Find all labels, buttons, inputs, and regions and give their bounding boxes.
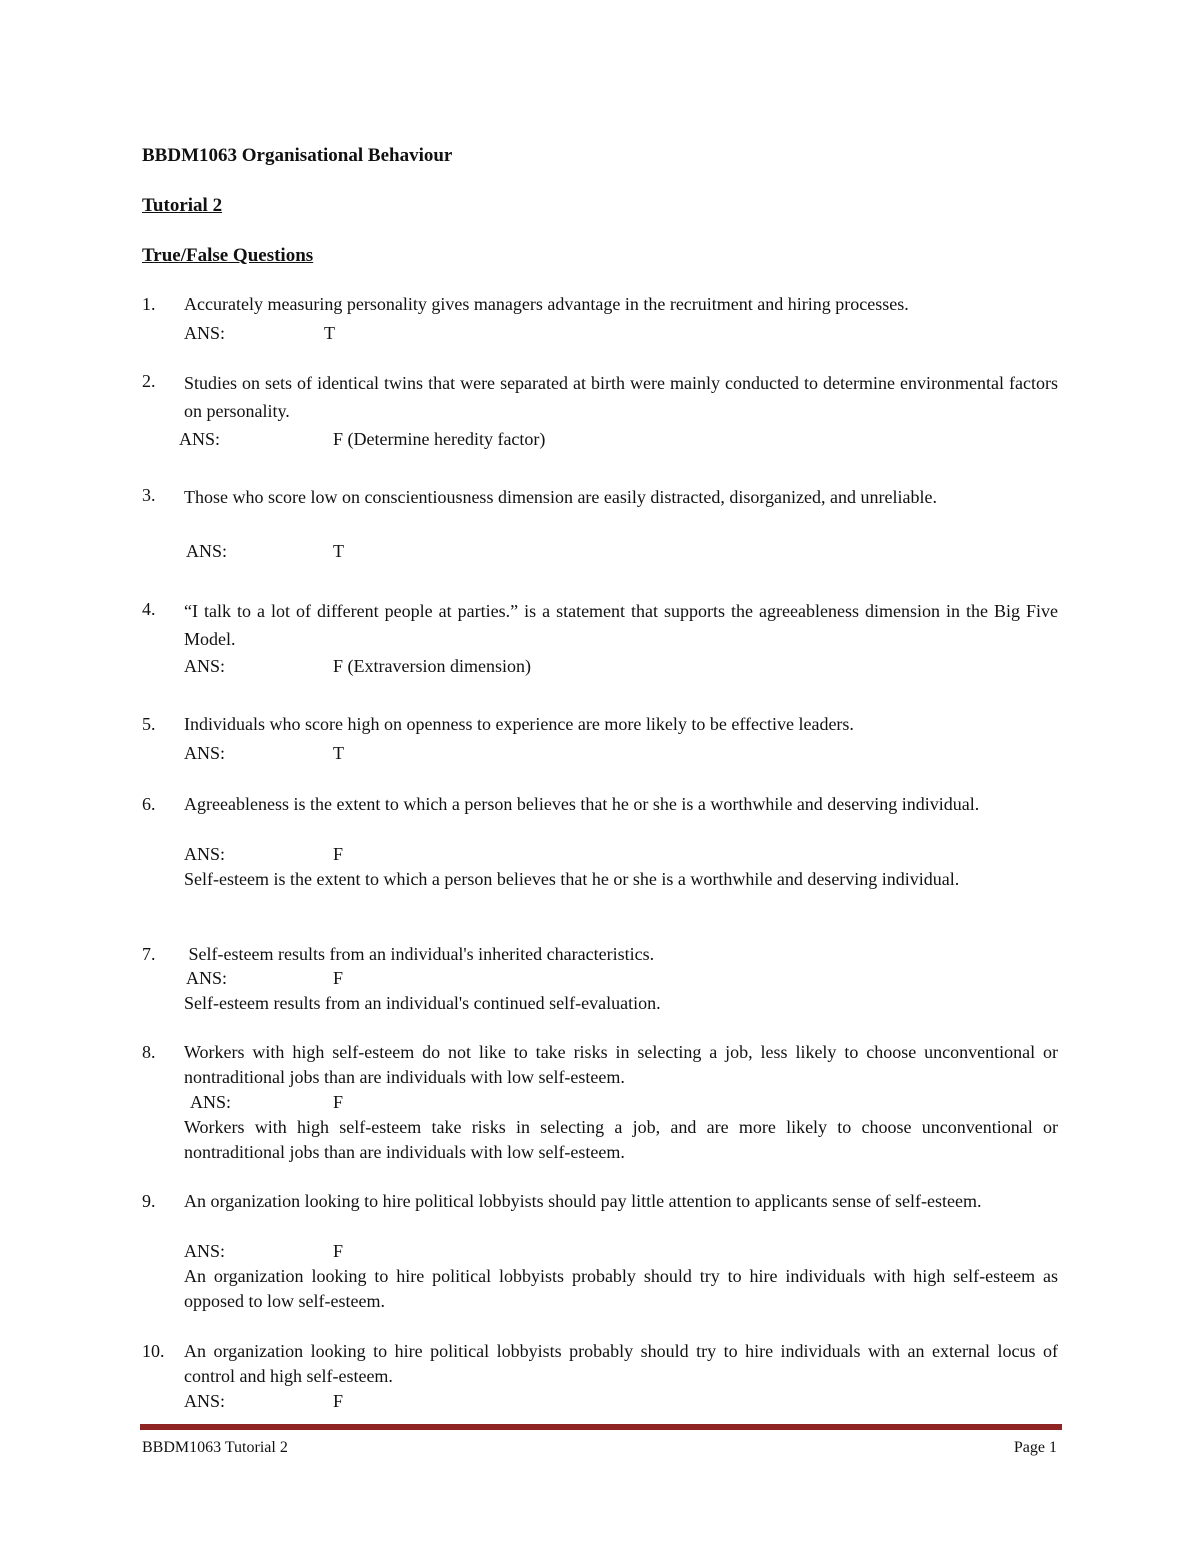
answer-value: F xyxy=(333,1092,344,1112)
answer-value: F (Determine heredity factor) xyxy=(333,429,546,449)
answer-value: T xyxy=(324,323,335,343)
answer-label: ANS: xyxy=(184,743,226,763)
answer-value: F xyxy=(333,1241,344,1261)
answer-explanation: Self-esteem results from an individual's continued self-evaluation. xyxy=(184,993,661,1013)
footer-rule xyxy=(140,1424,1062,1430)
tutorial-heading: Tutorial 2 xyxy=(142,195,223,216)
answer-label: ANS: xyxy=(184,1241,226,1261)
question-number: 8. xyxy=(142,1042,156,1062)
answer-label: ANS: xyxy=(184,656,226,676)
answer-label: ANS: xyxy=(186,541,228,561)
answer-value: F xyxy=(333,844,344,864)
question-number: 10. xyxy=(142,1341,165,1361)
answer-value: F (Extraversion dimension) xyxy=(333,656,531,676)
page-number: Page 1 xyxy=(1013,1439,1057,1456)
answer-value: F xyxy=(333,968,344,988)
answer-label: ANS: xyxy=(190,1092,232,1112)
answer-explanation: Workers with high self-esteem take risks in selecting a job, and are more likely to choose unconventional or nontraditional jobs than are individuals with low self-esteem. xyxy=(184,1117,1058,1162)
answer-explanation: An organization looking to hire political lobbyists probably should try to hire individuals with high self-esteem as opposed to low self-esteem. xyxy=(184,1266,1058,1311)
answer-label: ANS: xyxy=(184,844,226,864)
question-text: Studies on sets of identical twins that were separated at birth were mainly conducted to determine environmental factors on personality. xyxy=(184,373,1058,421)
question-number: 7. xyxy=(142,944,156,964)
question-text: Workers with high self-esteem do not like to take risks in selecting a job, less likely to choose unconventional or nontraditional jobs than are individuals with low self-esteem. xyxy=(184,1042,1058,1087)
question-number: 5. xyxy=(142,714,156,734)
answer-label: ANS: xyxy=(186,968,228,988)
question-number: 2. xyxy=(142,371,156,391)
answer-explanation: Self-esteem is the extent to which a person believes that he or she is a worthwhile and deserving individual. xyxy=(184,869,960,889)
answer-label: ANS: xyxy=(179,429,221,449)
answer-label: ANS: xyxy=(184,1391,226,1411)
answer-value: T xyxy=(333,743,344,763)
answer-value: F xyxy=(333,1391,344,1411)
question-number: 9. xyxy=(142,1191,156,1211)
footer-left-text: BBDM1063 Tutorial 2 xyxy=(142,1439,288,1456)
document-title: BBDM1063 Organisational Behaviour xyxy=(142,145,453,166)
answer-value: T xyxy=(333,541,344,561)
question-number: 1. xyxy=(142,294,156,314)
answer-label: ANS: xyxy=(184,323,226,343)
question-number: 6. xyxy=(142,794,156,814)
question-text: Self-esteem results from an individual's inherited characteristics. xyxy=(184,944,655,964)
question-text: Those who score low on conscientiousness dimension are easily distracted, disorganized, and unreliable. xyxy=(184,487,937,507)
question-text: Accurately measuring personality gives managers advantage in the recruitment and hiring processes. xyxy=(184,294,909,314)
question-text: An organization looking to hire political lobbyists probably should try to hire individuals with an external locus of control and high self-esteem. xyxy=(184,1341,1058,1386)
question-number: 3. xyxy=(142,485,156,505)
section-heading: True/False Questions xyxy=(142,245,314,266)
question-text: Agreeableness is the extent to which a person believes that he or she is a worthwhile and deserving individual. xyxy=(184,794,980,814)
question-text: “I talk to a lot of different people at parties.” is a statement that supports the agreeableness dimension in the Big Five Model. xyxy=(184,601,1058,649)
question-number: 4. xyxy=(142,599,156,619)
question-text: An organization looking to hire political lobbyists should pay little attention to applicants sense of self-esteem. xyxy=(184,1191,982,1211)
question-text: Individuals who score high on openness to experience are more likely to be effective leaders. xyxy=(184,714,854,734)
